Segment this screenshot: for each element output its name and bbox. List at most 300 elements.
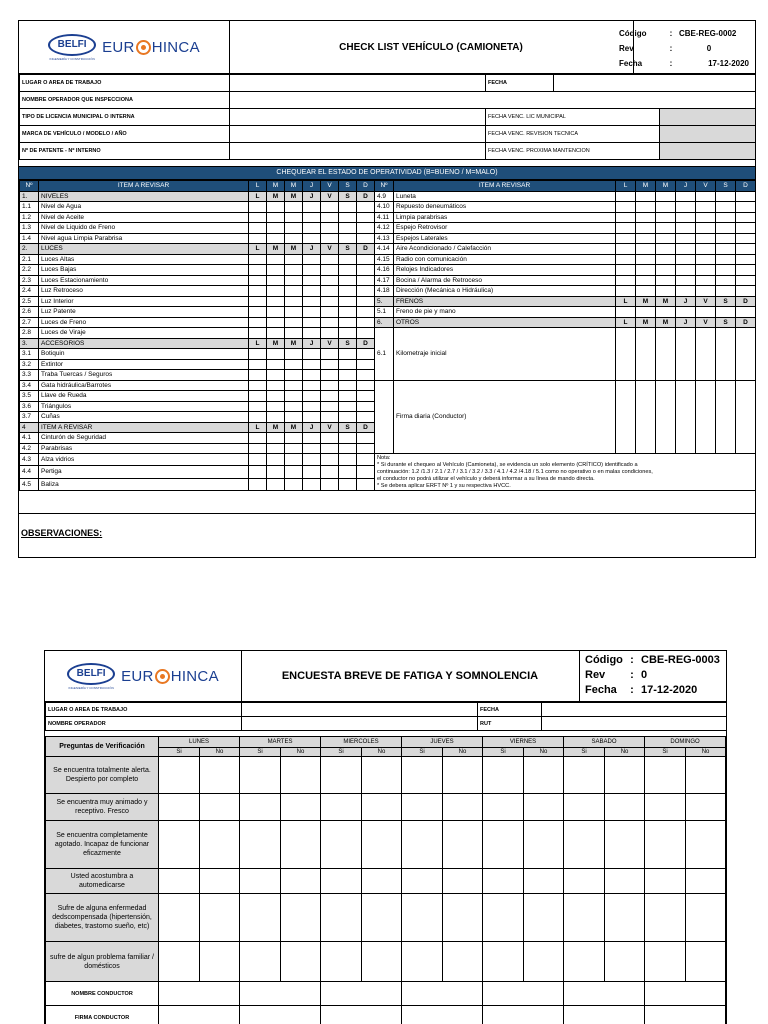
check-cell-right[interactable] [696,307,716,318]
check-cell-left[interactable] [339,328,357,339]
answer-cell[interactable] [645,942,686,982]
check-cell-left[interactable] [267,223,285,234]
check-cell-left[interactable] [339,401,357,412]
check-cell-right[interactable] [636,265,656,276]
km-cell[interactable] [656,328,676,381]
check-cell-right[interactable] [696,212,716,223]
check-cell-right[interactable] [616,202,636,213]
answer-cell[interactable] [686,757,726,794]
check-cell-left[interactable] [249,317,267,328]
check-cell-left[interactable] [321,454,339,466]
check-cell-right[interactable] [696,223,716,234]
check-cell-left[interactable] [249,212,267,223]
check-cell-right[interactable] [616,265,636,276]
answer-cell[interactable] [200,942,240,982]
check-cell-left[interactable] [339,412,357,423]
answer-cell[interactable] [443,942,483,982]
check-cell-left[interactable] [339,478,357,490]
check-cell-left[interactable] [285,317,303,328]
check-cell-right[interactable] [676,191,696,202]
check-cell-right[interactable] [616,212,636,223]
check-cell-right[interactable] [636,286,656,297]
answer-cell[interactable] [159,894,200,942]
check-cell-right[interactable] [716,212,736,223]
check-cell-left[interactable] [285,466,303,478]
check-cell-left[interactable] [303,202,321,213]
answer-cell[interactable] [443,821,483,869]
check-cell-left[interactable] [303,433,321,444]
check-cell-left[interactable] [267,202,285,213]
driver-cell[interactable] [240,982,321,1006]
answer-cell[interactable] [362,794,402,821]
check-cell-left[interactable] [249,454,267,466]
check-cell-left[interactable] [267,370,285,381]
check-cell-right[interactable] [676,307,696,318]
check-cell-right[interactable] [636,244,656,255]
check-cell-left[interactable] [321,380,339,391]
check-cell-left[interactable] [321,286,339,297]
check-cell-left[interactable] [303,443,321,454]
check-cell-left[interactable] [339,349,357,360]
check-cell-left[interactable] [285,233,303,244]
check-cell-left[interactable] [303,328,321,339]
check-cell-left[interactable] [285,412,303,423]
answer-cell[interactable] [281,794,321,821]
check-cell-left[interactable] [303,454,321,466]
check-cell-right[interactable] [676,286,696,297]
check-cell-right[interactable] [656,202,676,213]
check-cell-left[interactable] [303,466,321,478]
check-cell-right[interactable] [676,233,696,244]
check-cell-left[interactable] [267,307,285,318]
check-cell-left[interactable] [321,349,339,360]
check-cell-left[interactable] [339,202,357,213]
check-cell-left[interactable] [321,391,339,402]
check-cell-left[interactable] [321,466,339,478]
check-cell-left[interactable] [321,296,339,307]
check-cell-right[interactable] [616,275,636,286]
check-cell-right[interactable] [696,233,716,244]
answer-cell[interactable] [483,757,524,794]
check-cell-left[interactable] [249,265,267,276]
check-cell-right[interactable] [716,286,736,297]
check-cell-left[interactable] [321,401,339,412]
workplace-field[interactable] [230,75,486,92]
check-cell-right[interactable] [616,307,636,318]
km-cell[interactable] [636,328,656,381]
check-cell-left[interactable] [321,328,339,339]
check-cell-left[interactable] [285,370,303,381]
check-cell-left[interactable] [249,296,267,307]
answer-cell[interactable] [645,794,686,821]
check-cell-left[interactable] [357,328,375,339]
check-cell-right[interactable] [676,275,696,286]
check-cell-left[interactable] [357,443,375,454]
check-cell-left[interactable] [339,307,357,318]
plate-field[interactable] [230,143,486,160]
check-cell-right[interactable] [736,254,756,265]
check-cell-left[interactable] [267,359,285,370]
check-cell-right[interactable] [716,307,736,318]
check-cell-left[interactable] [321,478,339,490]
answer-cell[interactable] [443,869,483,894]
answer-cell[interactable] [321,794,362,821]
check-cell-left[interactable] [357,212,375,223]
check-cell-left[interactable] [285,478,303,490]
check-cell-left[interactable] [267,349,285,360]
answer-cell[interactable] [159,757,200,794]
check-cell-left[interactable] [249,401,267,412]
check-cell-left[interactable] [285,254,303,265]
check-cell-left[interactable] [267,212,285,223]
answer-cell[interactable] [564,869,605,894]
km-cell[interactable] [736,328,756,381]
check-cell-left[interactable] [339,443,357,454]
km-cell[interactable] [696,328,716,381]
answer-cell[interactable] [362,869,402,894]
check-cell-right[interactable] [696,254,716,265]
check-cell-left[interactable] [321,307,339,318]
answer-cell[interactable] [362,942,402,982]
workplace-field-2[interactable] [242,703,478,717]
check-cell-left[interactable] [249,307,267,318]
check-cell-right[interactable] [716,254,736,265]
answer-cell[interactable] [686,942,726,982]
check-cell-right[interactable] [696,244,716,255]
sign-cell[interactable] [696,380,716,454]
check-cell-left[interactable] [267,254,285,265]
check-cell-left[interactable] [303,412,321,423]
check-cell-left[interactable] [339,275,357,286]
check-cell-left[interactable] [339,391,357,402]
answer-cell[interactable] [281,894,321,942]
check-cell-left[interactable] [339,317,357,328]
answer-cell[interactable] [483,894,524,942]
check-cell-left[interactable] [285,223,303,234]
check-cell-left[interactable] [303,233,321,244]
check-cell-left[interactable] [339,286,357,297]
check-cell-right[interactable] [676,202,696,213]
check-cell-left[interactable] [267,328,285,339]
check-cell-left[interactable] [285,454,303,466]
brand-field[interactable] [230,126,486,143]
answer-cell[interactable] [159,821,200,869]
check-cell-left[interactable] [321,317,339,328]
date-field-2[interactable] [542,703,727,717]
check-cell-right[interactable] [616,223,636,234]
check-cell-right[interactable] [676,265,696,276]
check-cell-left[interactable] [267,412,285,423]
check-cell-right[interactable] [736,212,756,223]
driver-cell[interactable] [483,982,564,1006]
check-cell-left[interactable] [303,275,321,286]
sign-cell[interactable] [616,380,636,454]
check-cell-left[interactable] [339,454,357,466]
answer-cell[interactable] [200,894,240,942]
check-cell-left[interactable] [339,359,357,370]
answer-cell[interactable] [524,757,564,794]
check-cell-right[interactable] [616,286,636,297]
answer-cell[interactable] [281,821,321,869]
check-cell-left[interactable] [321,433,339,444]
answer-cell[interactable] [483,794,524,821]
check-cell-left[interactable] [357,401,375,412]
operator-field-2[interactable] [242,717,478,731]
answer-cell[interactable] [443,794,483,821]
answer-cell[interactable] [443,757,483,794]
check-cell-left[interactable] [357,275,375,286]
check-cell-left[interactable] [267,286,285,297]
answer-cell[interactable] [686,894,726,942]
check-cell-right[interactable] [636,254,656,265]
check-cell-left[interactable] [321,212,339,223]
check-cell-right[interactable] [716,191,736,202]
check-cell-right[interactable] [736,265,756,276]
km-cell[interactable] [616,328,636,381]
check-cell-left[interactable] [357,466,375,478]
check-cell-left[interactable] [357,223,375,234]
answer-cell[interactable] [524,942,564,982]
check-cell-right[interactable] [716,233,736,244]
check-cell-left[interactable] [339,380,357,391]
check-cell-left[interactable] [303,380,321,391]
check-cell-left[interactable] [249,412,267,423]
check-cell-left[interactable] [303,349,321,360]
answer-cell[interactable] [200,821,240,869]
check-cell-left[interactable] [267,466,285,478]
check-cell-left[interactable] [285,401,303,412]
check-cell-right[interactable] [656,244,676,255]
check-cell-left[interactable] [267,454,285,466]
check-cell-right[interactable] [716,244,736,255]
check-cell-left[interactable] [357,233,375,244]
check-cell-right[interactable] [736,275,756,286]
check-cell-left[interactable] [285,391,303,402]
driver-cell[interactable] [402,1006,483,1024]
check-cell-left[interactable] [285,265,303,276]
check-cell-left[interactable] [267,478,285,490]
check-cell-left[interactable] [321,443,339,454]
answer-cell[interactable] [240,794,281,821]
check-cell-left[interactable] [249,275,267,286]
answer-cell[interactable] [524,869,564,894]
check-cell-right[interactable] [636,223,656,234]
check-cell-left[interactable] [303,391,321,402]
check-cell-left[interactable] [303,223,321,234]
check-cell-left[interactable] [357,307,375,318]
driver-cell[interactable] [321,982,402,1006]
driver-cell[interactable] [564,1006,645,1024]
driver-cell[interactable] [240,1006,321,1024]
answer-cell[interactable] [402,757,443,794]
answer-cell[interactable] [159,794,200,821]
check-cell-right[interactable] [676,254,696,265]
answer-cell[interactable] [159,869,200,894]
check-cell-left[interactable] [339,433,357,444]
answer-cell[interactable] [524,821,564,869]
check-cell-left[interactable] [285,286,303,297]
check-cell-left[interactable] [249,286,267,297]
check-cell-left[interactable] [303,317,321,328]
check-cell-left[interactable] [249,433,267,444]
check-cell-right[interactable] [716,265,736,276]
check-cell-left[interactable] [267,317,285,328]
answer-cell[interactable] [483,821,524,869]
answer-cell[interactable] [362,757,402,794]
check-cell-right[interactable] [636,202,656,213]
check-cell-left[interactable] [321,254,339,265]
check-cell-left[interactable] [339,296,357,307]
check-cell-right[interactable] [656,233,676,244]
check-cell-right[interactable] [696,191,716,202]
check-cell-left[interactable] [357,380,375,391]
check-cell-left[interactable] [321,275,339,286]
answer-cell[interactable] [483,942,524,982]
answer-cell[interactable] [645,894,686,942]
check-cell-right[interactable] [656,191,676,202]
answer-cell[interactable] [645,757,686,794]
check-cell-left[interactable] [249,391,267,402]
check-cell-right[interactable] [656,223,676,234]
check-cell-left[interactable] [357,254,375,265]
check-cell-left[interactable] [249,466,267,478]
check-cell-right[interactable] [616,191,636,202]
check-cell-left[interactable] [357,265,375,276]
check-cell-left[interactable] [267,275,285,286]
driver-cell[interactable] [321,1006,402,1024]
check-cell-left[interactable] [357,359,375,370]
maint-exp-field[interactable] [660,143,756,160]
check-cell-left[interactable] [321,412,339,423]
check-cell-left[interactable] [357,412,375,423]
check-cell-left[interactable] [303,370,321,381]
check-cell-left[interactable] [285,275,303,286]
check-cell-left[interactable] [303,212,321,223]
answer-cell[interactable] [402,821,443,869]
answer-cell[interactable] [321,821,362,869]
km-cell[interactable] [676,328,696,381]
sign-cell[interactable] [656,380,676,454]
check-cell-left[interactable] [357,317,375,328]
check-cell-left[interactable] [285,433,303,444]
check-cell-left[interactable] [357,296,375,307]
sign-cell[interactable] [736,380,756,454]
check-cell-right[interactable] [696,275,716,286]
license-exp-field[interactable] [660,109,756,126]
check-cell-right[interactable] [676,244,696,255]
check-cell-right[interactable] [636,275,656,286]
check-cell-left[interactable] [267,401,285,412]
answer-cell[interactable] [281,757,321,794]
check-cell-left[interactable] [321,370,339,381]
check-cell-right[interactable] [656,307,676,318]
check-cell-left[interactable] [285,307,303,318]
answer-cell[interactable] [200,794,240,821]
check-cell-left[interactable] [357,478,375,490]
check-cell-right[interactable] [736,223,756,234]
answer-cell[interactable] [281,869,321,894]
check-cell-left[interactable] [267,296,285,307]
answer-cell[interactable] [321,757,362,794]
answer-cell[interactable] [240,894,281,942]
check-cell-right[interactable] [696,286,716,297]
answer-cell[interactable] [240,821,281,869]
check-cell-right[interactable] [696,265,716,276]
check-cell-right[interactable] [616,233,636,244]
check-cell-left[interactable] [321,359,339,370]
check-cell-left[interactable] [267,265,285,276]
check-cell-left[interactable] [249,202,267,213]
check-cell-right[interactable] [636,212,656,223]
check-cell-right[interactable] [696,202,716,213]
driver-cell[interactable] [159,982,240,1006]
check-cell-left[interactable] [303,254,321,265]
check-cell-left[interactable] [267,391,285,402]
check-cell-right[interactable] [676,223,696,234]
answer-cell[interactable] [686,869,726,894]
answer-cell[interactable] [281,942,321,982]
check-cell-right[interactable] [636,191,656,202]
check-cell-left[interactable] [267,443,285,454]
check-cell-left[interactable] [249,328,267,339]
check-cell-left[interactable] [285,296,303,307]
operator-field[interactable] [230,92,756,109]
check-cell-right[interactable] [616,254,636,265]
check-cell-right[interactable] [736,202,756,213]
check-cell-left[interactable] [303,401,321,412]
check-cell-left[interactable] [249,223,267,234]
check-cell-left[interactable] [321,233,339,244]
check-cell-left[interactable] [357,349,375,360]
answer-cell[interactable] [605,794,645,821]
driver-cell[interactable] [645,1006,726,1024]
check-cell-left[interactable] [357,433,375,444]
driver-cell[interactable] [564,982,645,1006]
check-cell-left[interactable] [339,223,357,234]
check-cell-left[interactable] [285,380,303,391]
check-cell-left[interactable] [339,254,357,265]
driver-cell[interactable] [645,982,726,1006]
check-cell-right[interactable] [716,202,736,213]
check-cell-left[interactable] [249,443,267,454]
check-cell-right[interactable] [736,233,756,244]
answer-cell[interactable] [200,757,240,794]
check-cell-left[interactable] [285,212,303,223]
answer-cell[interactable] [159,942,200,982]
check-cell-left[interactable] [321,202,339,213]
answer-cell[interactable] [402,942,443,982]
check-cell-left[interactable] [303,265,321,276]
check-cell-left[interactable] [249,380,267,391]
check-cell-left[interactable] [249,359,267,370]
answer-cell[interactable] [605,942,645,982]
check-cell-right[interactable] [636,307,656,318]
answer-cell[interactable] [240,942,281,982]
answer-cell[interactable] [240,757,281,794]
answer-cell[interactable] [483,869,524,894]
answer-cell[interactable] [402,894,443,942]
answer-cell[interactable] [645,869,686,894]
check-cell-left[interactable] [249,254,267,265]
check-cell-left[interactable] [303,296,321,307]
check-cell-left[interactable] [249,349,267,360]
driver-cell[interactable] [159,1006,240,1024]
answer-cell[interactable] [362,894,402,942]
check-cell-left[interactable] [339,212,357,223]
check-cell-left[interactable] [339,233,357,244]
check-cell-left[interactable] [339,265,357,276]
check-cell-left[interactable] [285,202,303,213]
